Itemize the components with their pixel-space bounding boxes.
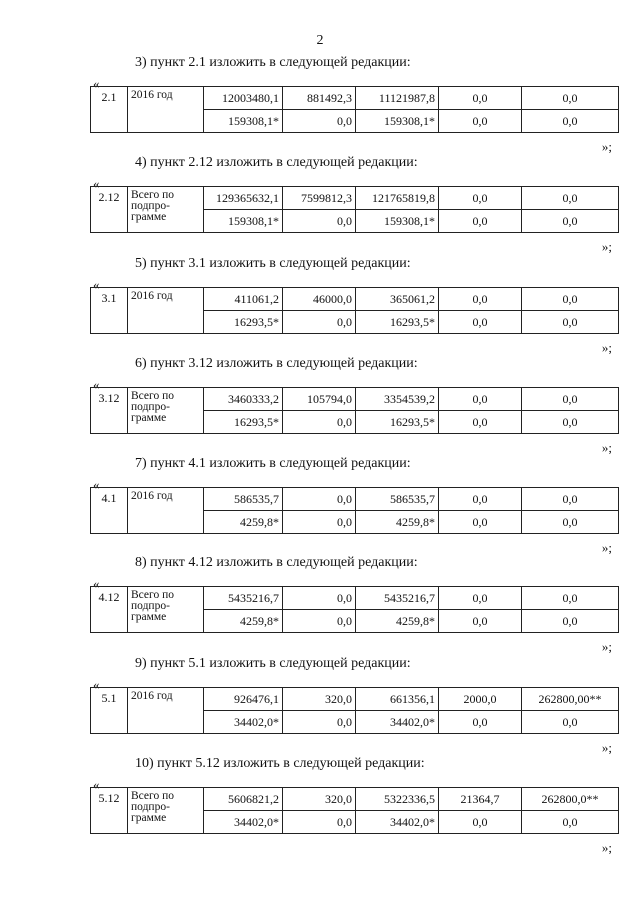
- table-cell: 0,0: [439, 411, 522, 434]
- closing-quote: »;: [601, 639, 612, 654]
- section-heading: 10) пункт 5.12 изложить в следующей редакции:: [135, 756, 425, 771]
- page-number: 2: [316, 33, 324, 48]
- item-name-line: 2016 год: [131, 290, 173, 302]
- budget-table: [90, 86, 619, 133]
- table-cell: 586535,7: [204, 488, 283, 511]
- table-cell: 0,0: [439, 488, 522, 511]
- item-name-line: 2016 год: [131, 89, 173, 101]
- table-cell: 46000,0: [283, 288, 356, 311]
- table-cell: 3460333,2: [204, 388, 283, 411]
- table-cell: 881492,3: [283, 87, 356, 110]
- table-cell: 0,0: [283, 311, 356, 334]
- amendment-section: [0, 656, 640, 756]
- table-cell: 0,0: [439, 711, 522, 734]
- item-name: [128, 788, 204, 834]
- item-name: [128, 187, 204, 233]
- opening-quote: «: [93, 477, 100, 492]
- table-row: [91, 788, 619, 811]
- table-cell: 4259,8*: [356, 610, 439, 633]
- closing-quote: »;: [601, 440, 612, 455]
- table-cell: 34402,0*: [204, 711, 283, 734]
- table-cell: 4259,8*: [204, 610, 283, 633]
- table-cell: 0,0: [522, 187, 619, 210]
- table-cell: 5435216,7: [204, 587, 283, 610]
- budget-table: [90, 387, 619, 434]
- table-cell: 159308,1*: [204, 110, 283, 133]
- table-cell: 0,0: [522, 87, 619, 110]
- item-code: 4.1: [91, 488, 128, 534]
- table-cell: 262800,0**: [522, 788, 619, 811]
- table-cell: 4259,8*: [356, 511, 439, 534]
- table-cell: 320,0: [283, 788, 356, 811]
- table-cell: 0,0: [522, 110, 619, 133]
- table-cell: 0,0: [439, 610, 522, 633]
- table-row: [91, 488, 619, 511]
- table-cell: 0,0: [522, 488, 619, 511]
- budget-table: [90, 586, 619, 633]
- item-name: [128, 488, 204, 534]
- item-name-line: 2016 год: [131, 490, 173, 502]
- table-row: [91, 187, 619, 210]
- table-cell: 0,0: [283, 488, 356, 511]
- table-cell: 0,0: [522, 288, 619, 311]
- closing-quote: »;: [601, 340, 612, 355]
- table-cell: 0,0: [439, 288, 522, 311]
- table-cell: 0,0: [439, 311, 522, 334]
- table-cell: 0,0: [522, 587, 619, 610]
- item-name-line: Всего по: [131, 589, 174, 601]
- table-cell: 21364,7: [439, 788, 522, 811]
- table-cell: 0,0: [522, 311, 619, 334]
- table-cell: 5322336,5: [356, 788, 439, 811]
- table-cell: 159308,1*: [204, 210, 283, 233]
- item-name: [128, 87, 204, 133]
- table-row: [91, 288, 619, 311]
- table-cell: 105794,0: [283, 388, 356, 411]
- budget-table: [90, 487, 619, 534]
- table-cell: 34402,0*: [204, 811, 283, 834]
- table-cell: 2000,0: [439, 688, 522, 711]
- table-row: [91, 87, 619, 110]
- opening-quote: «: [93, 277, 100, 292]
- table-cell: 0,0: [283, 411, 356, 434]
- closing-quote: »;: [601, 740, 612, 755]
- table-cell: 0,0: [283, 511, 356, 534]
- table-cell: 0,0: [439, 587, 522, 610]
- table-cell: 262800,00**: [522, 688, 619, 711]
- table-row: [91, 388, 619, 411]
- section-heading: 8) пункт 4.12 изложить в следующей редакции:: [135, 555, 418, 570]
- item-name-line: подпро-: [131, 200, 170, 212]
- opening-quote: «: [93, 176, 100, 191]
- table-cell: 0,0: [522, 511, 619, 534]
- table-cell: 0,0: [522, 388, 619, 411]
- table-row: [91, 688, 619, 711]
- table-cell: 16293,5*: [204, 311, 283, 334]
- table-cell: 0,0: [439, 110, 522, 133]
- budget-table: [90, 687, 619, 734]
- table-cell: 0,0: [522, 411, 619, 434]
- table-cell: 0,0: [283, 210, 356, 233]
- opening-quote: «: [93, 777, 100, 792]
- closing-quote: »;: [601, 239, 612, 254]
- table-cell: 0,0: [439, 388, 522, 411]
- table-row: [91, 587, 619, 610]
- table-cell: 0,0: [439, 511, 522, 534]
- amendment-section: [0, 155, 640, 255]
- item-code: 4.12: [91, 587, 128, 633]
- item-name: [128, 587, 204, 633]
- closing-quote: »;: [601, 540, 612, 555]
- table-cell: 0,0: [283, 711, 356, 734]
- table-cell: 5435216,7: [356, 587, 439, 610]
- table-cell: 159308,1*: [356, 210, 439, 233]
- opening-quote: «: [93, 576, 100, 591]
- amendment-section: [0, 55, 640, 155]
- section-heading: 3) пункт 2.1 изложить в следующей редакции:: [135, 55, 411, 70]
- section-heading: 6) пункт 3.12 изложить в следующей редакции:: [135, 356, 418, 371]
- table-cell: 12003480,1: [204, 87, 283, 110]
- table-cell: 411061,2: [204, 288, 283, 311]
- item-name-line: подпро-: [131, 401, 170, 413]
- table-cell: 586535,7: [356, 488, 439, 511]
- item-name-line: 2016 год: [131, 690, 173, 702]
- table-cell: 0,0: [522, 610, 619, 633]
- table-cell: 7599812,3: [283, 187, 356, 210]
- table-cell: 4259,8*: [204, 511, 283, 534]
- amendment-section: [0, 456, 640, 556]
- amendment-section: [0, 356, 640, 456]
- table-cell: 365061,2: [356, 288, 439, 311]
- item-name-line: Всего по: [131, 390, 174, 402]
- table-cell: 16293,5*: [356, 411, 439, 434]
- table-cell: 0,0: [439, 210, 522, 233]
- item-name-line: Всего по: [131, 790, 174, 802]
- table-cell: 16293,5*: [356, 311, 439, 334]
- section-heading: 4) пункт 2.12 изложить в следующей редакции:: [135, 155, 418, 170]
- table-cell: 34402,0*: [356, 711, 439, 734]
- table-cell: 0,0: [283, 587, 356, 610]
- table-cell: 320,0: [283, 688, 356, 711]
- item-name: [128, 688, 204, 734]
- amendment-section: [0, 256, 640, 356]
- section-heading: 7) пункт 4.1 изложить в следующей редакции:: [135, 456, 411, 471]
- table-cell: 0,0: [522, 711, 619, 734]
- opening-quote: «: [93, 677, 100, 692]
- item-name: [128, 388, 204, 434]
- table-cell: 159308,1*: [356, 110, 439, 133]
- closing-quote: »;: [601, 840, 612, 855]
- table-cell: 34402,0*: [356, 811, 439, 834]
- table-cell: 16293,5*: [204, 411, 283, 434]
- section-heading: 9) пункт 5.1 изложить в следующей редакции:: [135, 656, 411, 671]
- amendment-section: [0, 555, 640, 655]
- budget-table: [90, 186, 619, 233]
- item-name-line: грамме: [131, 611, 167, 623]
- table-cell: 0,0: [439, 187, 522, 210]
- item-code: 5.1: [91, 688, 128, 734]
- table-cell: 661356,1: [356, 688, 439, 711]
- table-cell: 11121987,8: [356, 87, 439, 110]
- item-code: 5.12: [91, 788, 128, 834]
- item-code: 2.1: [91, 87, 128, 133]
- table-cell: 0,0: [283, 110, 356, 133]
- item-name-line: подпро-: [131, 600, 170, 612]
- table-cell: 121765819,8: [356, 187, 439, 210]
- closing-quote: »;: [601, 139, 612, 154]
- item-name-line: грамме: [131, 812, 167, 824]
- section-heading: 5) пункт 3.1 изложить в следующей редакции:: [135, 256, 411, 271]
- item-name-line: подпро-: [131, 801, 170, 813]
- table-cell: 3354539,2: [356, 388, 439, 411]
- table-cell: 0,0: [522, 811, 619, 834]
- table-cell: 0,0: [283, 610, 356, 633]
- table-cell: 0,0: [283, 811, 356, 834]
- table-cell: 129365632,1: [204, 187, 283, 210]
- item-name-line: грамме: [131, 211, 167, 223]
- table-cell: 0,0: [522, 210, 619, 233]
- opening-quote: «: [93, 377, 100, 392]
- item-name: [128, 288, 204, 334]
- table-cell: 0,0: [439, 811, 522, 834]
- item-code: 3.12: [91, 388, 128, 434]
- table-cell: 5606821,2: [204, 788, 283, 811]
- item-name-line: Всего по: [131, 189, 174, 201]
- budget-table: [90, 787, 619, 834]
- table-cell: 0,0: [439, 87, 522, 110]
- item-code: 2.12: [91, 187, 128, 233]
- item-code: 3.1: [91, 288, 128, 334]
- budget-table: [90, 287, 619, 334]
- table-cell: 926476,1: [204, 688, 283, 711]
- amendment-section: [0, 756, 640, 856]
- opening-quote: «: [93, 76, 100, 91]
- item-name-line: грамме: [131, 412, 167, 424]
